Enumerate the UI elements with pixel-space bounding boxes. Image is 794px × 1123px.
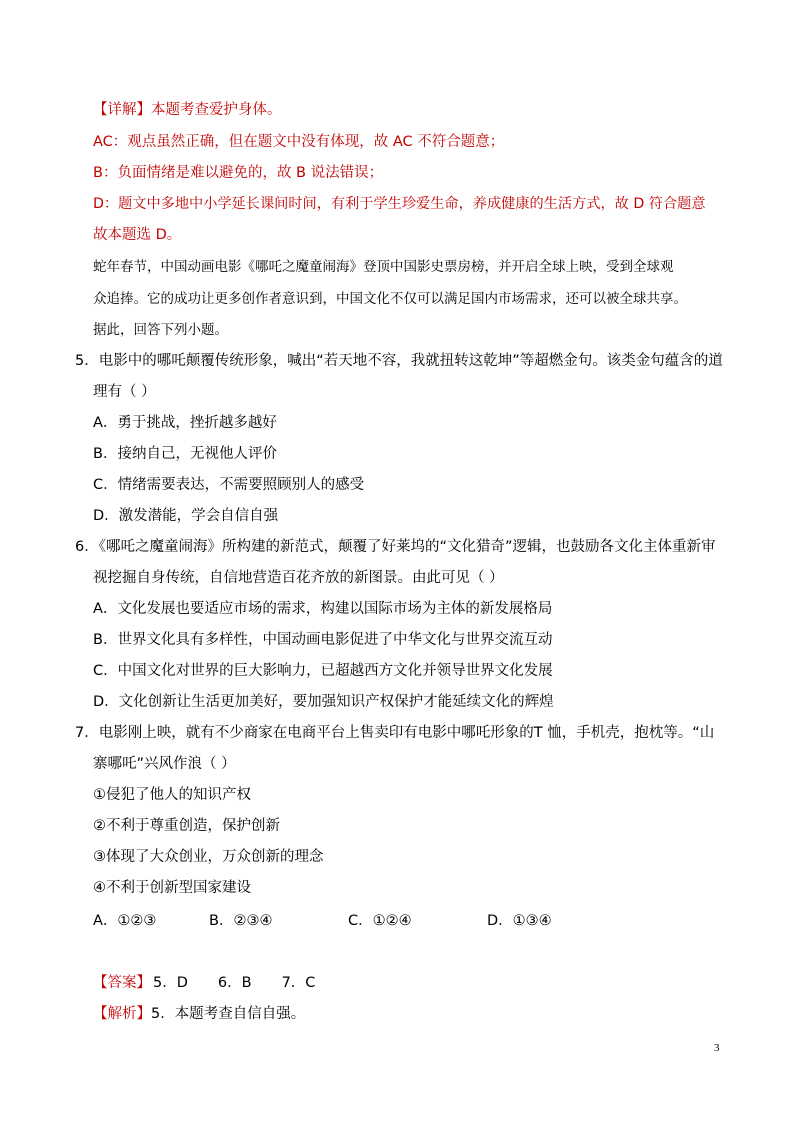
question-5-stem-text-1: 电影中的哪吒颠覆传统形象，喊出“若天地不容，我就扭转这乾坤”等超燃金句。该类金句蕴含的道 — [98, 353, 723, 369]
question-7-statement-2: ②不利于尊重创造，保护创新 — [93, 818, 280, 834]
analysis-text: 5．本题考查自信自强。 — [151, 1006, 306, 1022]
answer-tag: 【答案】 — [93, 975, 151, 991]
question-5-option-b: B．接纳自己，无视他人评价 — [93, 446, 277, 462]
analysis-tag: 【解析】 — [93, 1006, 151, 1022]
question-6-stem-text-1: 《哪吒之魔童闹海》所构建的新范式，颠覆了好莱坞的“文化猎奇”逻辑，也鼓励各文化主体重新审 — [98, 539, 716, 555]
answer-6: 6．B — [217, 975, 252, 991]
question-7-statement-1: ①侵犯了他人的知识产权 — [93, 787, 251, 803]
question-5-option-c: C．情绪需要表达，不需要照顾别人的感受 — [93, 477, 365, 493]
question-7-statement-4: ④不利于创新型国家建设 — [93, 880, 251, 896]
question-5-option-a: A．勇于挑战，挫折越多越好 — [93, 415, 277, 431]
question-6-option-d: D．文化创新让生活更加美好，要加强知识产权保护才能延续文化的辉煌 — [93, 694, 554, 710]
question-6-number: 6． — [75, 539, 99, 555]
question-6-stem-2: 视挖掘自身传统，自信地营造百花齐放的新图景。由此可见（ ） — [93, 570, 504, 586]
question-7-option-a: A．①②③ — [93, 913, 157, 929]
question-7-stem-text-1: 电影刚上映，就有不少商家在电商平台上售卖印有电影中哪吒形象的T 恤，手机壳，抱枕等。“山 — [98, 725, 715, 741]
answer-line — [93, 973, 315, 993]
detail-heading — [93, 100, 282, 120]
question-7-option-d: D．①③④ — [487, 913, 552, 929]
question-6-option-c: C．中国文化对世界的巨大影响力，已超越西方文化并领导世界文化发展 — [93, 663, 553, 679]
passage-line-3: 据此，回答下列小题。 — [93, 322, 228, 338]
question-6-option-b: B．世界文化具有多样性，中国动画电影促进了中华文化与世界交流互动 — [93, 632, 553, 648]
question-5-stem-1 — [75, 351, 723, 371]
passage-line-1: 蛇年春节，中国动画电影《哪吒之魔童闹海》登顶中国影史票房榜，并开启全球上映，受到全球观 — [93, 259, 674, 275]
question-7-number: 7． — [75, 725, 99, 741]
question-7-stem-1 — [75, 723, 714, 743]
question-5-number: 5． — [75, 353, 99, 369]
passage-line-2: 众追捧。它的成功让更多创作者意识到，中国文化不仅可以满足国内市场需求，还可以被全球共享。 — [93, 291, 687, 307]
question-5-stem-2: 理有（ ） — [93, 384, 156, 400]
question-6-stem-1 — [75, 537, 716, 557]
question-7-option-b: B．②③④ — [209, 913, 273, 929]
detail-text: 本题考查爱护身体。 — [151, 102, 282, 118]
analysis-line — [93, 1004, 305, 1024]
question-7-statement-3: ③体现了大众创业，万众创新的理念 — [93, 849, 324, 865]
detail-b: B：负面情绪是难以避免的，故 B 说法错误； — [93, 165, 384, 181]
question-7-stem-2: 寨哪吒”兴风作浪（ ） — [93, 756, 236, 772]
question-5-option-d: D．激发潜能，学会自信自强 — [93, 508, 279, 524]
page-number: 3 — [714, 1042, 720, 1054]
answer-5: 5．D — [153, 975, 188, 991]
detail-choose: 故本题选 D。 — [93, 227, 182, 243]
answer-7: 7．C — [281, 975, 316, 991]
question-6-option-a: A．文化发展也要适应市场的需求，构建以国际市场为主体的新发展格局 — [93, 601, 553, 617]
detail-d: D：题文中多地中小学延长课间时间，有利于学生珍爱生命，养成健康的生活方式，故 D 符合题意 — [93, 196, 706, 212]
question-7-option-c: C．①②④ — [348, 913, 412, 929]
detail-tag: 【详解】 — [93, 102, 151, 118]
detail-ac: AC：观点虽然正确，但在题文中没有体现，故 AC 不符合题意； — [93, 134, 505, 150]
